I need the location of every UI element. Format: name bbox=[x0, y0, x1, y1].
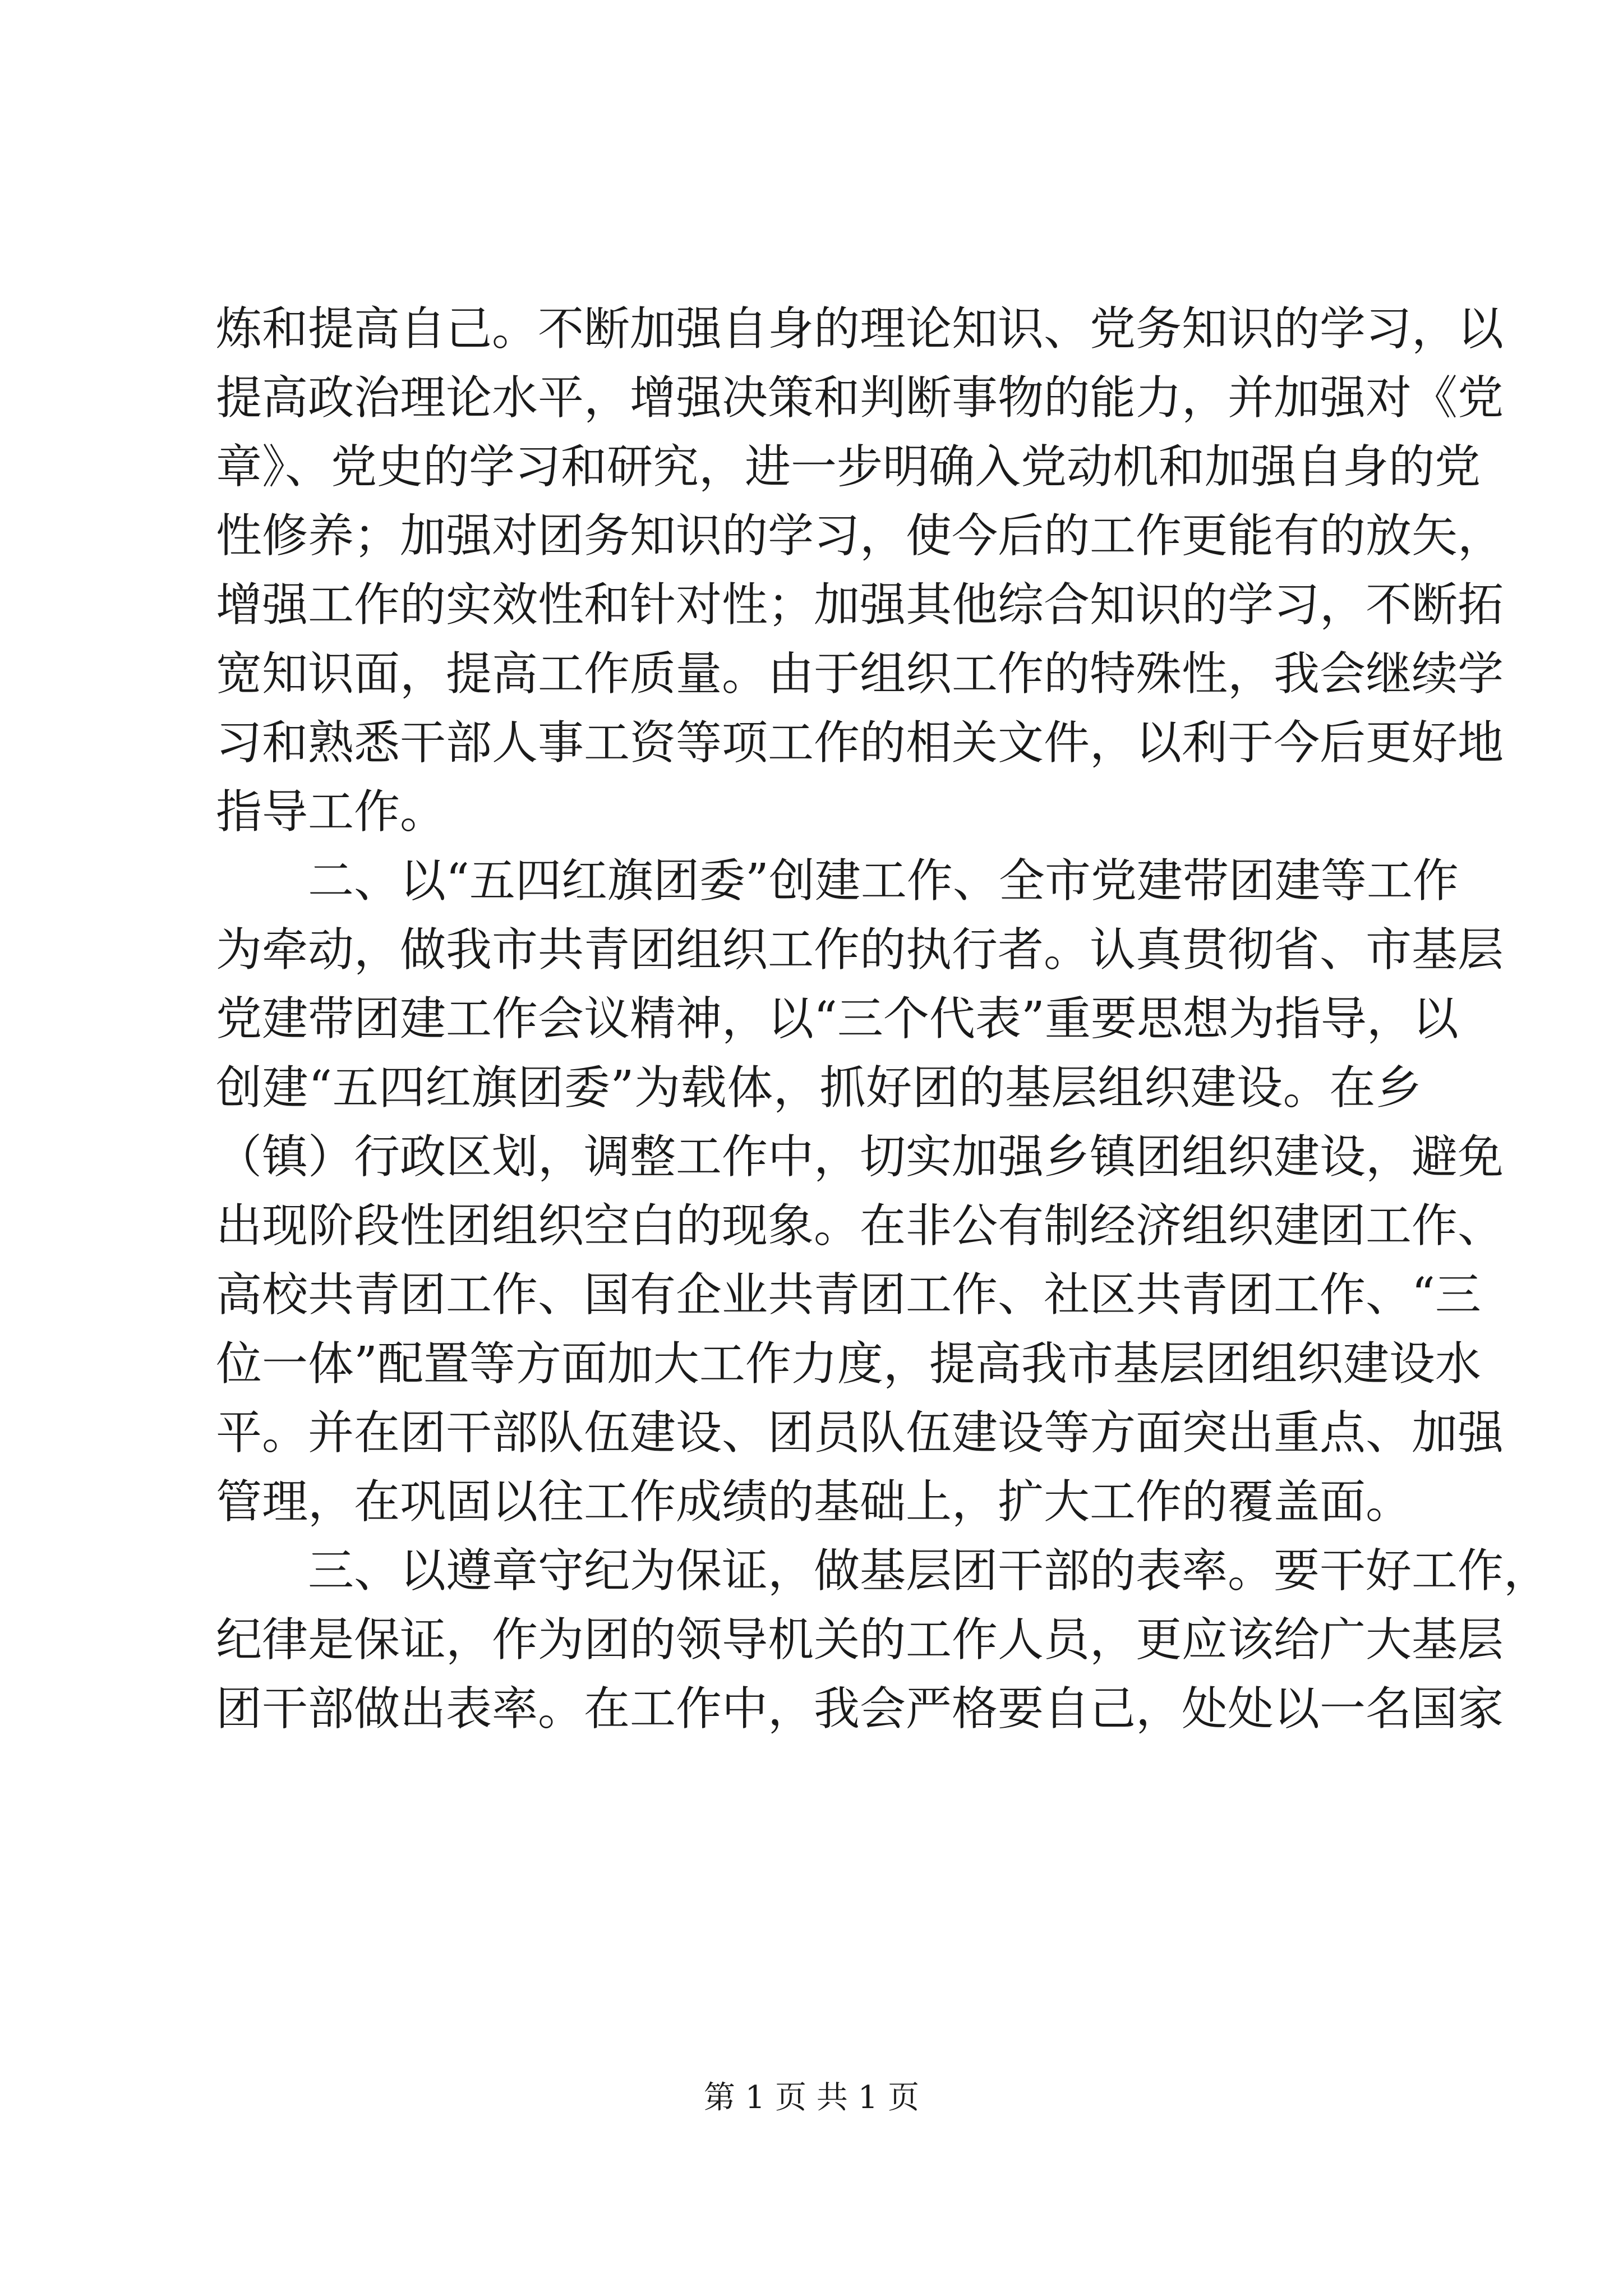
paragraph-3-line-3: 团干部做出表率。在工作中，我会严格要自己，处处以一名国家 bbox=[216, 1682, 1504, 1736]
paragraph-2-line-3: 党建带团建工作会议精神，以“三个代表”重要思想为指导，以 bbox=[216, 992, 1459, 1046]
paragraph-2-line-10: 管理，在巩固以往工作成绩的基础上，扩大工作的覆盖面。 bbox=[216, 1475, 1412, 1529]
paragraph-2-line-7: 高校共青团工作、国有企业共青团工作、社区共青团工作、“三 bbox=[216, 1268, 1481, 1322]
paragraph-2-line-2: 为牵动，做我市共青团组织工作的执行者。认真贯彻省、市基层 bbox=[216, 923, 1504, 977]
page-footer bbox=[0, 2076, 1623, 2120]
paragraph-2-line-6: 出现阶段性团组织空白的现象。在非公有制经济组织建团工作、 bbox=[216, 1199, 1504, 1253]
paragraph-1-line-4: 性修养；加强对团务知识的学习，使今后的工作更能有的放矢， bbox=[216, 509, 1504, 563]
paragraph-2-line-8: 位一体”配置等方面加大工作力度，提高我市基层团组织建设水 bbox=[216, 1337, 1481, 1391]
paragraph-1-line-5: 增强工作的实效性和针对性；加强其他综合知识的学习，不断拓 bbox=[216, 578, 1504, 632]
paragraph-3-line-2: 纪律是保证，作为团的领导机关的工作人员，更应该给广大基层 bbox=[216, 1613, 1504, 1667]
paragraph-1-line-8: 指导工作。 bbox=[216, 785, 446, 839]
paragraph-2-line-1: 二、以“五四红旗团委”创建工作、全市党建带团建等工作 bbox=[308, 854, 1459, 908]
paragraph-2-line-9: 平。并在团干部队伍建设、团员队伍建设等方面突出重点、加强 bbox=[216, 1406, 1504, 1460]
paragraph-1-line-1: 炼和提高自己。不断加强自身的理论知识、党务知识的学习，以 bbox=[216, 302, 1504, 356]
paragraph-1-line-7: 习和熟悉干部人事工资等项工作的相关文件，以利于今后更好地 bbox=[216, 716, 1504, 770]
page-number-label: 第 1 页 共 1 页 bbox=[703, 2079, 920, 2116]
paragraph-1-line-6: 宽知识面，提高工作质量。由于组织工作的特殊性，我会继续学 bbox=[216, 647, 1504, 701]
paragraph-1-line-2: 提高政治理论水平，增强决策和判断事物的能力，并加强对《党 bbox=[216, 371, 1504, 425]
document-body bbox=[216, 295, 1550, 1743]
paragraph-2-line-5: （镇）行政区划，调整工作中，切实加强乡镇团组织建设，避免 bbox=[216, 1130, 1504, 1184]
paragraph-1-line-3: 章》、党史的学习和研究，进一步明确入党动机和加强自身的党 bbox=[216, 440, 1481, 494]
paragraph-3-line-1: 三、以遵章守纪为保证，做基层团干部的表率。要干好工作， bbox=[308, 1544, 1550, 1598]
paragraph-2-line-4: 创建“五四红旗团委”为载体，抓好团的基层组织建设。在乡 bbox=[216, 1061, 1422, 1115]
